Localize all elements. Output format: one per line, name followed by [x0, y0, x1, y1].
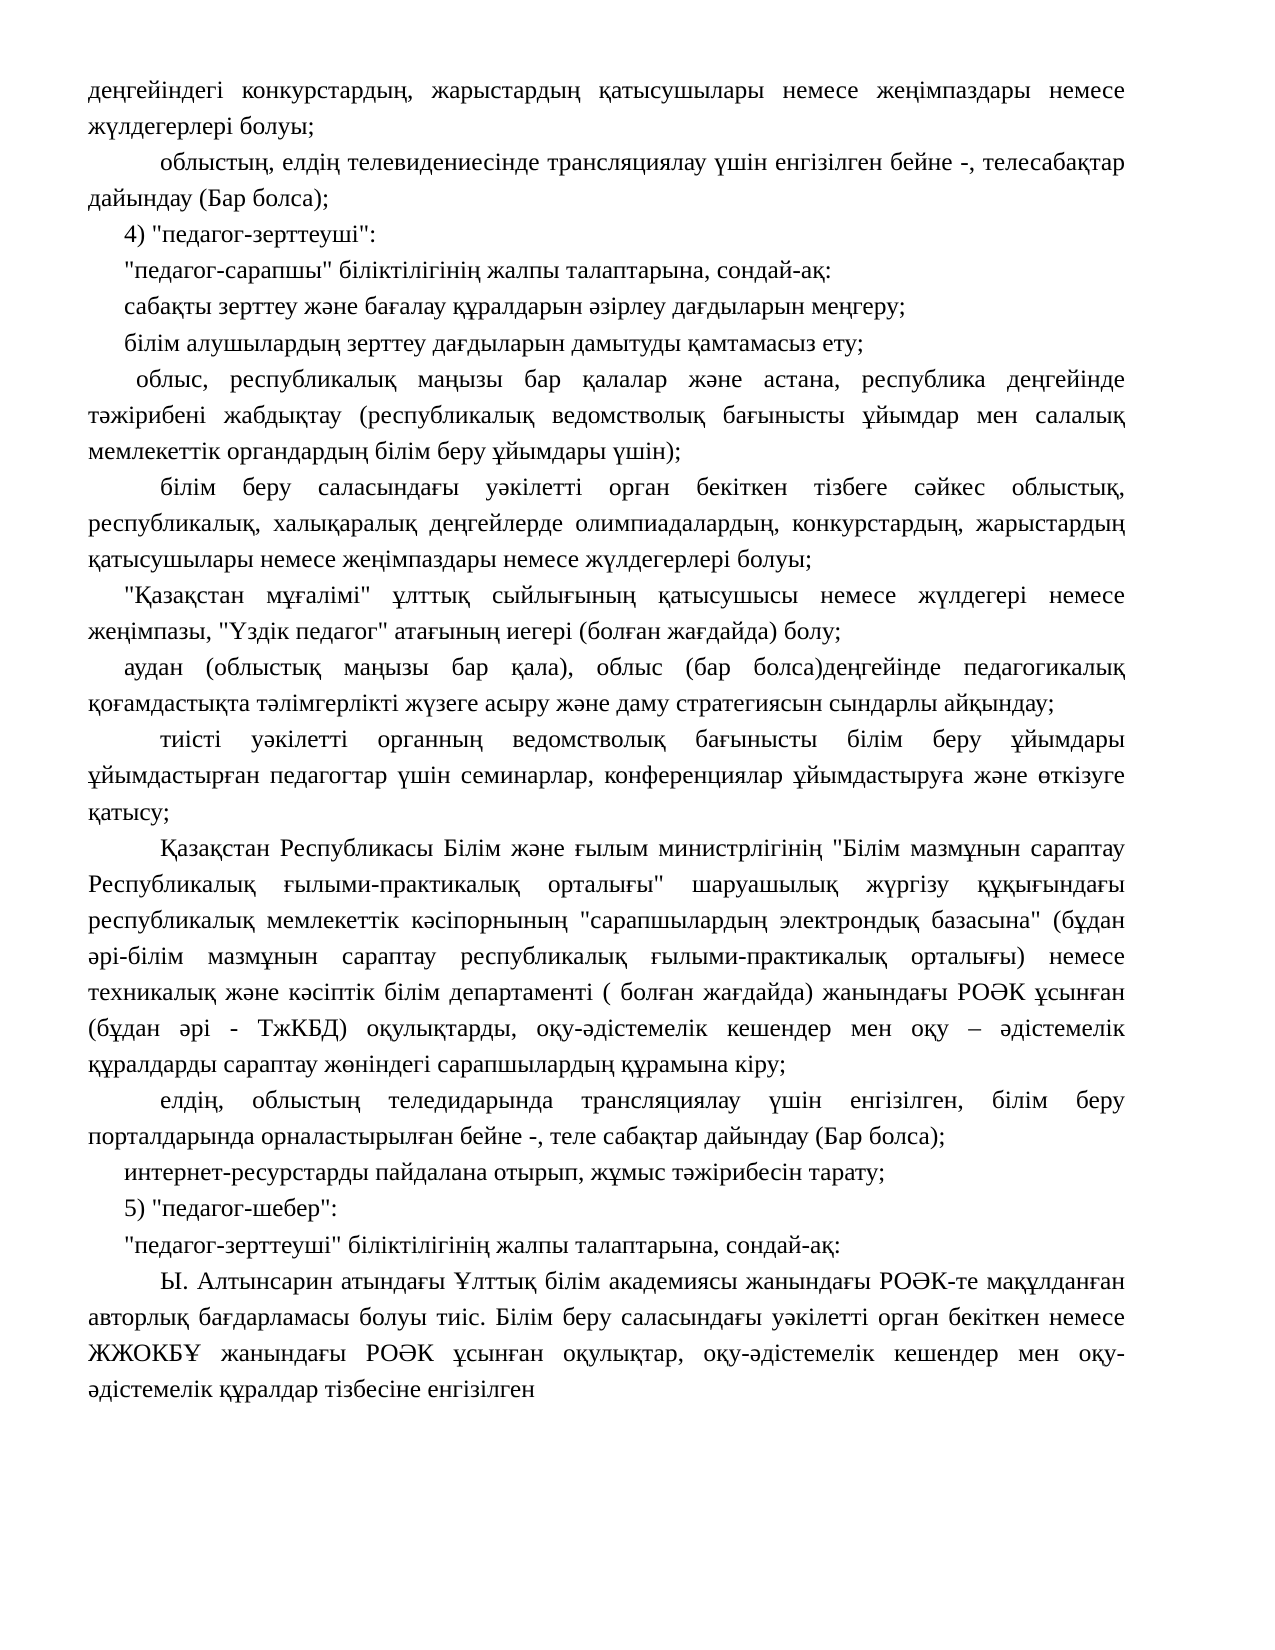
paragraph: сабақты зерттеу және бағалау құралдарын әзірлеу дағдыларын меңгеру; — [124, 291, 906, 321]
paragraph: облыстың, елдің телевидениесінде трансляциялау үшін енгізілген бейне -, телесабақтар дайындау (Бар болса); — [88, 147, 1125, 213]
paragraph: білім беру саласындағы уәкілетті орган бекіткен тізбеге сәйкес облыстық, республикалық, халықаралық деңгейлерде олимпиадалардың, конкурстардың, жарыстардың қатысушылары немесе жеңімпаздары немесе жүлдегерлері болуы; — [88, 471, 1125, 574]
paragraph: деңгейіндегі конкурстардың, жарыстардың қатысушылары немесе жеңімпаздары немесе жүлдегерлері болуы; — [88, 75, 1125, 141]
paragraph: Ы. Алтынсарин атындағы Ұлттық білім академиясы жанындағы РОӘК-те мақұлданған авторлық бағдарламасы болуы тиіс. Білім беру саласындағы уәкілетті орган бекіткен немесе ЖЖОКБҰ жанындағы РОӘК ұсынған оқулықтар, оқу-әдістемелік кешендер мен оқу-әдістемелік құралдар тізбесіне енгізілген — [88, 1265, 1125, 1403]
paragraph: "педагог-сарапшы" біліктілігінің жалпы талаптарына, сондай-ақ: — [124, 255, 832, 285]
paragraph: білім алушылардың зерттеу дағдыларын дамытуды қамтамасыз ету; — [124, 327, 864, 357]
paragraph: аудан (облыстық маңызы бар қала), облыс (бар болса)деңгейінде педагогикалық қоғамдастықта тәлімгерлікті жүзеге асыру және даму стратегиясын сындарлы айқындау; — [88, 652, 1125, 718]
paragraph-list-item-5: 5) "педагог-шебер": — [124, 1193, 338, 1223]
paragraph: тиісті уәкілетті органның ведомстволық бағынысты білім беру ұйымдары ұйымдастырған педагогтар үшін семинарлар, конференциялар ұйымдастыруға және өткізуге қатысу; — [88, 724, 1125, 826]
paragraph: Қазақстан Республикасы Білім және ғылым министрлігінің "Білім мазмұнын сараптау Республикалық ғылыми-практикалық орталығы" шаруашылық жүргізу құқығындағы республикалық мемлекеттік кәсіпорнының "сарапшылардың электрондық базасына" (бұдан әрі-білім мазмұнын сараптау республикалық ғылыми-практикалық орталығы) немесе техникалық және кәсіптік білім департаменті ( болған жағдайда) жанындағы РОӘК ұсынған (бұдан әрі - ТжКБД) оқулықтарды, оқу-әдістемелік кешендер мен оқу – әдістемелік құралдарды сараптау жөніндегі сарапшылардың құрамына кіру; — [88, 832, 1125, 1079]
document-body — [88, 72, 1125, 1407]
paragraph: "педагог-зерттеуші" біліктілігінің жалпы талаптарына, сондай-ақ: — [124, 1229, 841, 1259]
paragraph: "Қазақстан мұғалімі" ұлттық сыйлығының қатысушысы немесе жүлдегері немесе жеңімпазы, "Үздік педагог" атағының иегері (болған жағдайда) болу; — [88, 580, 1125, 646]
paragraph: елдің, облыстың теледидарында трансляциялау үшін енгізілген, білім беру порталдарында орналастырылған бейне -, теле сабақтар дайындау (Бар болса); — [88, 1085, 1125, 1151]
paragraph: облыс, республикалық маңызы бар қалалар және астана, республика деңгейінде тәжірибені жабдықтау (республикалық ведомстволық бағынысты ұйымдар мен салалық мемлекеттік органдардың білім беру ұйымдары үшін); — [88, 363, 1125, 465]
paragraph-list-item-4: 4) "педагог-зерттеуші": — [124, 219, 377, 249]
paragraph: интернет-ресурстарды пайдалана отырып, жұмыс тәжірибесін тарату; — [124, 1157, 886, 1187]
